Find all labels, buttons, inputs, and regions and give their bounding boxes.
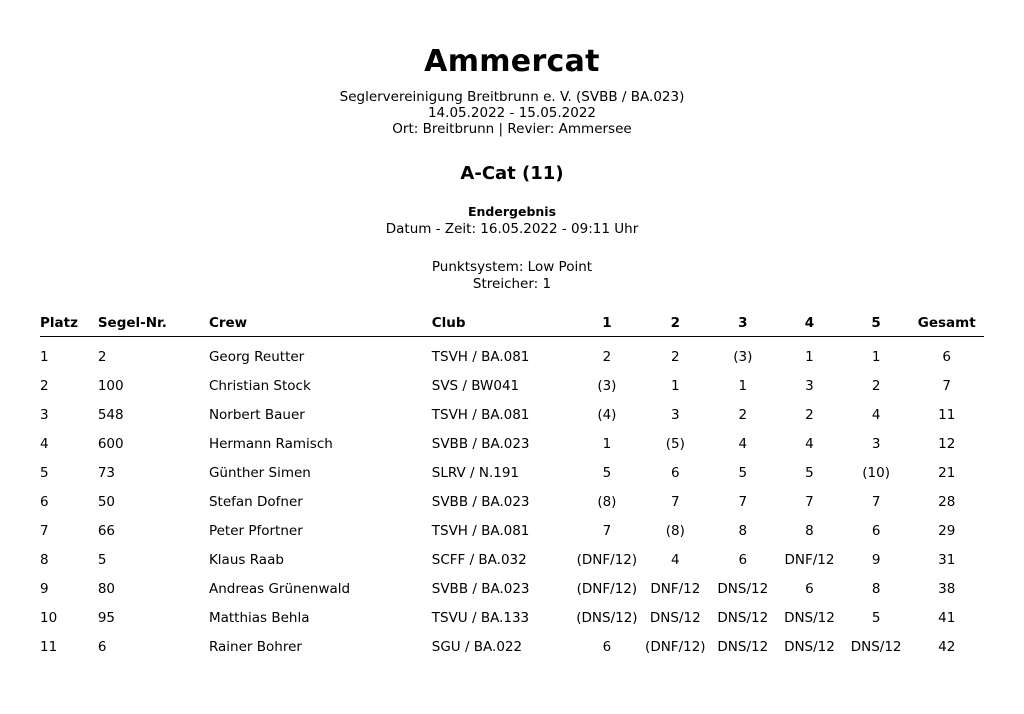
cell-total: 6 (942, 349, 952, 365)
cell-total: 11 (938, 407, 956, 423)
cell-race-2: (5) (665, 436, 685, 452)
cell-crew: Christian Stock (208, 378, 311, 394)
cell-race-1: 6 (602, 639, 612, 655)
cell-total: 29 (938, 523, 956, 539)
cell-race-4: 4 (805, 436, 814, 452)
column-header-total: Gesamt (909, 315, 984, 337)
cell-race-2: DNS/12 (649, 610, 701, 626)
cell-race-5: 7 (871, 494, 881, 510)
cell-race-3: 5 (738, 465, 748, 481)
cell-club: SGU / BA.022 (431, 639, 523, 655)
cell-rank: 6 (40, 494, 49, 510)
cell-race-2: DNF/12 (650, 581, 701, 597)
cell-rank: 5 (40, 465, 49, 481)
table-row (40, 337, 984, 372)
cell-club: SVBB / BA.023 (431, 494, 530, 510)
cell-crew: Andreas Grünenwald (208, 581, 351, 597)
column-header-rank: Platz (40, 315, 98, 337)
cell-rank: 4 (40, 436, 49, 452)
cell-rank: 2 (40, 378, 49, 394)
cell-race-3: 4 (738, 436, 748, 452)
results-document (0, 44, 1024, 714)
cell-race-5: 1 (871, 349, 881, 365)
cell-race-3: 7 (738, 494, 748, 510)
cell-sail-number: 100 (97, 378, 124, 394)
cell-crew: Matthias Behla (208, 610, 310, 626)
cell-total: 31 (938, 552, 956, 568)
cell-crew: Peter Pfortner (208, 523, 303, 539)
table-row (40, 603, 984, 632)
discard-count-line: Streicher: 1 (472, 276, 552, 292)
cell-club: SVS / BW041 (431, 378, 520, 394)
column-header-club: Club (432, 315, 573, 337)
event-location-line: Ort: Breitbrunn | Revier: Ammersee (392, 121, 632, 137)
cell-total: 38 (938, 581, 956, 597)
cell-crew: Georg Reutter (208, 349, 305, 365)
cell-race-5: 4 (871, 407, 881, 423)
table-row (40, 545, 984, 574)
results-table (40, 315, 984, 661)
cell-race-2: 4 (671, 552, 680, 568)
results-table-body (40, 337, 984, 662)
cell-club: TSVH / BA.081 (431, 407, 530, 423)
cell-race-3: 2 (738, 407, 748, 423)
event-title: Ammercat (424, 44, 600, 79)
table-header-row (40, 315, 984, 337)
cell-rank: 10 (40, 610, 58, 626)
cell-rank: 3 (40, 407, 49, 423)
column-header-race-1: 1 (573, 315, 641, 337)
table-row (40, 458, 984, 487)
cell-race-2: 7 (671, 494, 680, 510)
cell-rank: 11 (40, 639, 58, 655)
cell-sail-number: 50 (97, 494, 115, 510)
cell-sail-number: 600 (97, 436, 124, 452)
cell-race-1: (3) (597, 378, 617, 394)
cell-race-2: 2 (671, 349, 680, 365)
cell-race-4: DNS/12 (784, 639, 835, 655)
cell-race-3: DNS/12 (717, 610, 769, 626)
cell-race-1: (DNF/12) (576, 552, 638, 568)
cell-race-4: 3 (805, 378, 814, 394)
cell-rank: 1 (40, 349, 49, 365)
cell-club: TSVH / BA.081 (431, 523, 530, 539)
cell-race-5: 8 (871, 581, 881, 597)
table-row (40, 371, 984, 400)
event-date-line: 14.05.2022 - 15.05.2022 (427, 105, 597, 121)
cell-race-3: 6 (738, 552, 748, 568)
cell-sail-number: 2 (97, 349, 107, 365)
cell-race-4: DNF/12 (784, 552, 835, 568)
cell-sail-number: 73 (97, 465, 115, 481)
cell-race-4: 8 (805, 523, 814, 539)
cell-race-3: DNS/12 (717, 581, 769, 597)
cell-sail-number: 95 (97, 610, 115, 626)
column-header-crew: Crew (209, 315, 432, 337)
table-row (40, 400, 984, 429)
cell-club: SVBB / BA.023 (431, 436, 530, 452)
cell-club: TSVU / BA.133 (431, 610, 530, 626)
cell-race-5: 9 (871, 552, 881, 568)
cell-sail-number: 66 (97, 523, 115, 539)
cell-crew: Stefan Dofner (208, 494, 303, 510)
cell-crew: Günther Simen (208, 465, 311, 481)
cell-club: SCFF / BA.032 (431, 552, 527, 568)
cell-race-4: DNS/12 (784, 610, 835, 626)
cell-race-2: (8) (665, 523, 685, 539)
cell-rank: 8 (40, 552, 49, 568)
cell-club: SLRV / N.191 (431, 465, 520, 481)
cell-race-5: 5 (871, 610, 881, 626)
cell-race-5: 2 (871, 378, 881, 394)
cell-race-3: DNS/12 (717, 639, 769, 655)
cell-race-4: 5 (805, 465, 814, 481)
organizing-club-line: Seglervereinigung Breitbrunn e. V. (SVBB / BA.023) (339, 89, 685, 105)
cell-total: 12 (938, 436, 956, 452)
cell-crew: Klaus Raab (208, 552, 284, 568)
result-datetime-line: Datum - Zeit: 16.05.2022 - 09:11 Uhr (385, 221, 639, 237)
cell-crew: Hermann Ramisch (208, 436, 333, 452)
cell-race-2: (DNF/12) (645, 639, 706, 655)
table-row (40, 574, 984, 603)
cell-total: 28 (938, 494, 956, 510)
cell-race-4: 2 (805, 407, 814, 423)
cell-sail-number: 5 (97, 552, 107, 568)
cell-sail-number: 6 (97, 639, 107, 655)
boat-class-title: A-Cat (11) (460, 163, 564, 184)
table-row (40, 429, 984, 458)
cell-total: 21 (938, 465, 956, 481)
cell-race-3: 8 (738, 523, 748, 539)
cell-rank: 7 (40, 523, 49, 539)
cell-race-4: 6 (805, 581, 814, 597)
cell-total: 41 (938, 610, 956, 626)
cell-race-4: 1 (805, 349, 814, 365)
cell-rank: 9 (40, 581, 49, 597)
cell-race-1: 1 (602, 436, 612, 452)
cell-total: 7 (942, 378, 952, 394)
cell-race-5: DNS/12 (850, 639, 902, 655)
cell-race-5: 6 (871, 523, 881, 539)
cell-crew: Rainer Bohrer (208, 639, 302, 655)
table-row (40, 516, 984, 545)
cell-sail-number: 548 (97, 407, 124, 423)
cell-club: SVBB / BA.023 (431, 581, 530, 597)
cell-race-4: 7 (805, 494, 814, 510)
cell-race-1: (DNS/12) (576, 610, 638, 626)
column-header-race-5: 5 (843, 315, 910, 337)
cell-race-2: 6 (671, 465, 680, 481)
cell-crew: Norbert Bauer (208, 407, 305, 423)
cell-race-1: (4) (597, 407, 617, 423)
cell-race-1: 5 (602, 465, 612, 481)
cell-race-5: 3 (871, 436, 881, 452)
table-row (40, 632, 984, 661)
cell-race-1: (8) (597, 494, 617, 510)
cell-sail-number: 80 (97, 581, 115, 597)
result-type-label: Endergebnis (467, 204, 557, 219)
column-header-race-2: 2 (641, 315, 709, 337)
table-row (40, 487, 984, 516)
cell-race-5: (10) (862, 465, 890, 481)
column-header-race-3: 3 (709, 315, 776, 337)
cell-race-1: (DNF/12) (576, 581, 638, 597)
cell-race-3: (3) (733, 349, 753, 365)
cell-race-1: 7 (602, 523, 612, 539)
cell-total: 42 (938, 639, 956, 655)
column-header-race-4: 4 (776, 315, 843, 337)
cell-race-1: 2 (602, 349, 612, 365)
scoring-system-line: Punktsystem: Low Point (431, 259, 593, 275)
cell-race-2: 3 (671, 407, 680, 423)
results-table-header (40, 315, 984, 337)
cell-race-3: 1 (738, 378, 748, 394)
column-header-sail-number: Segel-Nr. (98, 315, 209, 337)
cell-race-2: 1 (671, 378, 680, 394)
cell-club: TSVH / BA.081 (431, 349, 530, 365)
